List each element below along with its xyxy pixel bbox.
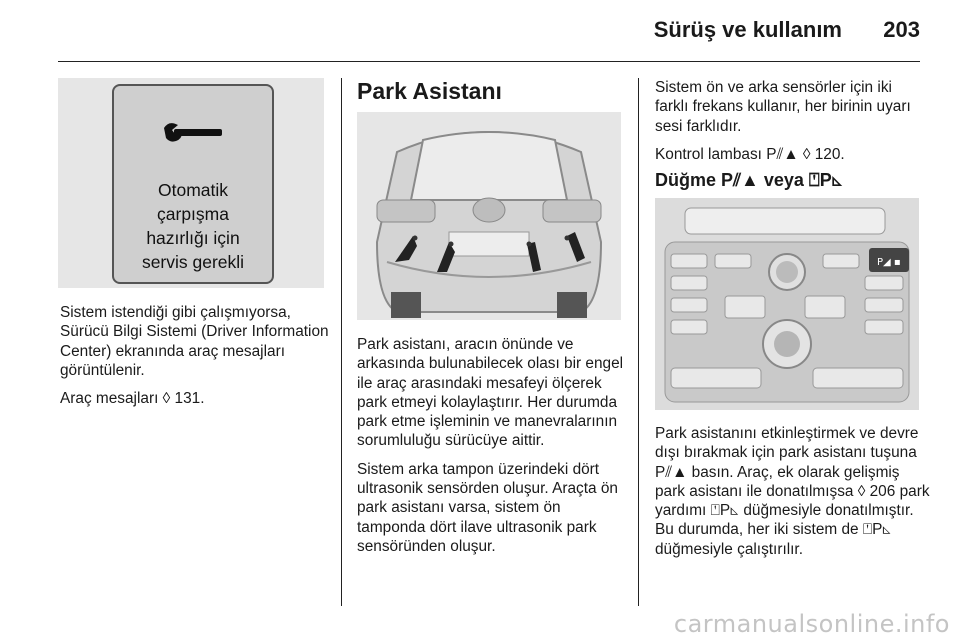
column-2-text xyxy=(357,335,632,565)
warning-message-text: Otomatik çarpışma hazırlığı için servis gerekli xyxy=(141,180,245,272)
center-console-figure xyxy=(655,198,919,410)
paragraph: Park asistanı, aracın önünde ve arkasında bulunabilecek olası bir engel ile araç arasındaki mesafeyi ölçerek park etmeyi kolaylaştırır. Her durumda park etme işleminin ve manevralarının sorumluluğu sürücüye aittir. xyxy=(357,336,624,450)
svg-text:P◢ ▪: P◢ ▪ xyxy=(877,257,901,268)
header-title: Sürüş ve kullanım xyxy=(653,17,842,42)
page-number: 203 xyxy=(883,17,920,42)
paragraph: Kontrol lambası P⫽▲ ◊ 120. xyxy=(655,145,845,163)
column-3-subheading xyxy=(655,170,925,191)
column-3-intro xyxy=(655,78,925,173)
column-divider-2 xyxy=(638,78,639,606)
page-header xyxy=(0,0,960,62)
footer-watermark: carmanualsonline.info xyxy=(673,610,950,638)
subheading: Düğme P⫽▲ veya ⍞P◺ xyxy=(655,170,843,190)
center-console-illustration xyxy=(655,198,919,410)
car-rear-sensor-figure xyxy=(357,112,621,320)
column-divider-1 xyxy=(341,78,342,606)
driver-info-display xyxy=(112,84,274,284)
warning-message-figure xyxy=(58,78,324,288)
paragraph: Park asistanını etkinleştirmek ve devre dışı bırakmak için park asistanı tuşuna P⫽▲ basın. Araç, ek olarak gelişmiş park asistanı ile donatılmışsa ◊ 206 park yardımı ⍞P◺ düğmesiyle donatılmıştır. Bu durumda, her iki sistem de ⍞P◺ düğmesiyle çalıştırılır. xyxy=(655,425,930,558)
column-3-text xyxy=(655,424,930,568)
paragraph: Araç mesajları ◊ 131. xyxy=(60,390,205,408)
paragraph: Sistem arka tampon üzerindeki dört ultrasonik sensörden oluşur. Araçta ön park asistanı varsa, sistem ön tamponda dört ilave ultrasonik park sensöründen oluşur. xyxy=(357,460,618,555)
paragraph: Sistem istendiği gibi çalışmıyorsa, Sürücü Bilgi Sistemi (Driver Information Center) ekranında araç mesajları görüntülenir. xyxy=(60,304,329,379)
section-heading: Park Asistanı xyxy=(357,78,502,104)
paragraph: Sistem ön ve arka sensörler için iki farklı frekans kullanır, her birinin uyarı sesi farklıdır. xyxy=(655,79,911,135)
column-2-heading xyxy=(357,78,627,105)
car-rear-illustration xyxy=(357,112,621,320)
wrench-icon xyxy=(114,106,272,166)
header-rule xyxy=(58,61,920,62)
column-1-text xyxy=(60,303,330,417)
